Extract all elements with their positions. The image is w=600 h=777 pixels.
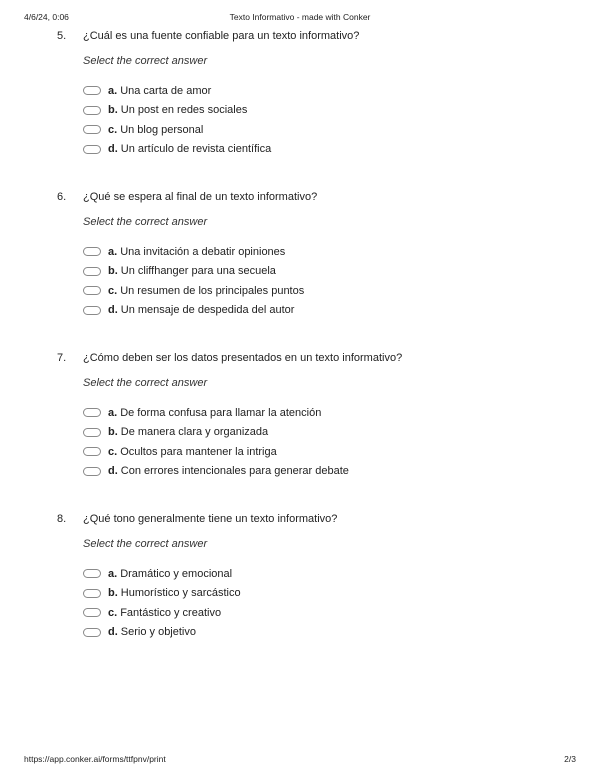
option-letter: a. <box>108 406 118 419</box>
option-letter: d. <box>108 626 118 639</box>
answer-option[interactable] <box>83 462 349 482</box>
radio-button-icon[interactable] <box>83 447 101 456</box>
answer-option[interactable] <box>83 423 349 443</box>
answer-option[interactable] <box>83 120 271 140</box>
option-letter: d. <box>108 143 118 156</box>
print-title: Texto Informativo - made with Conker <box>229 12 371 22</box>
question-instruction: Select the correct answer <box>83 216 208 228</box>
question-instruction: Select the correct answer <box>83 55 208 67</box>
option-text: Una invitación a debatir opiniones <box>120 245 286 258</box>
option-letter: b. <box>108 104 118 117</box>
question-text: ¿Qué tono generalmente tiene un texto informativo? <box>83 513 338 525</box>
question-instruction: Select the correct answer <box>83 377 208 389</box>
option-letter: d. <box>108 304 118 317</box>
answer-option[interactable] <box>83 140 271 160</box>
option-letter: a. <box>108 84 118 97</box>
option-letter: d. <box>108 465 118 478</box>
option-letter: b. <box>108 265 118 278</box>
option-text: Con errores intencionales para generar debate <box>120 465 349 478</box>
question-number: 5. <box>57 30 67 42</box>
radio-button-icon[interactable] <box>83 106 101 115</box>
question-number: 7. <box>57 352 67 364</box>
print-datetime: 4/6/24, 0:06 <box>24 12 69 22</box>
option-letter: c. <box>108 606 118 619</box>
radio-button-icon[interactable] <box>83 628 101 637</box>
answer-options <box>83 564 241 642</box>
radio-button-icon[interactable] <box>83 145 101 154</box>
radio-button-icon[interactable] <box>83 467 101 476</box>
answer-option[interactable] <box>83 564 241 584</box>
option-letter: b. <box>108 426 118 439</box>
question-text: ¿Qué se espera al final de un texto informativo? <box>83 191 318 203</box>
radio-button-icon[interactable] <box>83 267 101 276</box>
option-letter: c. <box>108 445 118 458</box>
radio-button-icon[interactable] <box>83 306 101 315</box>
option-text: Una carta de amor <box>120 84 212 97</box>
option-letter: a. <box>108 567 118 580</box>
answer-option[interactable] <box>83 281 304 301</box>
radio-button-icon[interactable] <box>83 569 101 578</box>
answer-option[interactable] <box>83 403 349 423</box>
option-text: De forma confusa para llamar la atención <box>120 406 322 419</box>
option-text: Dramático y emocional <box>120 567 233 580</box>
answer-option[interactable] <box>83 584 241 604</box>
question-text: ¿Cuál es una fuente confiable para un texto informativo? <box>83 30 360 42</box>
answer-option[interactable] <box>83 262 304 282</box>
answer-option[interactable] <box>83 81 271 101</box>
radio-button-icon[interactable] <box>83 125 101 134</box>
option-text: Un blog personal <box>120 123 204 136</box>
answer-options <box>83 403 349 481</box>
option-text: Un resumen de los principales puntos <box>120 284 305 297</box>
print-url: https://app.conker.ai/forms/ttfpnv/print <box>24 754 166 764</box>
radio-button-icon[interactable] <box>83 408 101 417</box>
option-letter: a. <box>108 245 118 258</box>
question-number: 6. <box>57 191 67 203</box>
option-text: Serio y objetivo <box>120 626 196 639</box>
option-letter: c. <box>108 284 118 297</box>
option-text: Un post en redes sociales <box>120 104 248 117</box>
page-number: 2/3 <box>564 754 576 764</box>
option-letter: c. <box>108 123 118 136</box>
option-text: Un cliffhanger para una secuela <box>120 265 276 278</box>
answer-option[interactable] <box>83 623 241 643</box>
answer-options <box>83 242 304 320</box>
answer-option[interactable] <box>83 242 304 262</box>
radio-button-icon[interactable] <box>83 247 101 256</box>
option-text: Un mensaje de despedida del autor <box>120 304 295 317</box>
answer-option[interactable] <box>83 442 349 462</box>
question-text: ¿Cómo deben ser los datos presentados en un texto informativo? <box>83 352 403 364</box>
option-letter: b. <box>108 587 118 600</box>
radio-button-icon[interactable] <box>83 589 101 598</box>
option-text: Humorístico y sarcástico <box>120 587 241 600</box>
option-text: Fantástico y creativo <box>120 606 222 619</box>
option-text: De manera clara y organizada <box>120 426 269 439</box>
answer-options <box>83 81 271 159</box>
option-text: Un artículo de revista científica <box>120 143 272 156</box>
radio-button-icon[interactable] <box>83 286 101 295</box>
question-instruction: Select the correct answer <box>83 538 208 550</box>
answer-option[interactable] <box>83 603 241 623</box>
radio-button-icon[interactable] <box>83 428 101 437</box>
answer-option[interactable] <box>83 301 304 321</box>
question-number: 8. <box>57 513 67 525</box>
answer-option[interactable] <box>83 101 271 121</box>
option-text: Ocultos para mantener la intriga <box>120 445 277 458</box>
radio-button-icon[interactable] <box>83 86 101 95</box>
radio-button-icon[interactable] <box>83 608 101 617</box>
